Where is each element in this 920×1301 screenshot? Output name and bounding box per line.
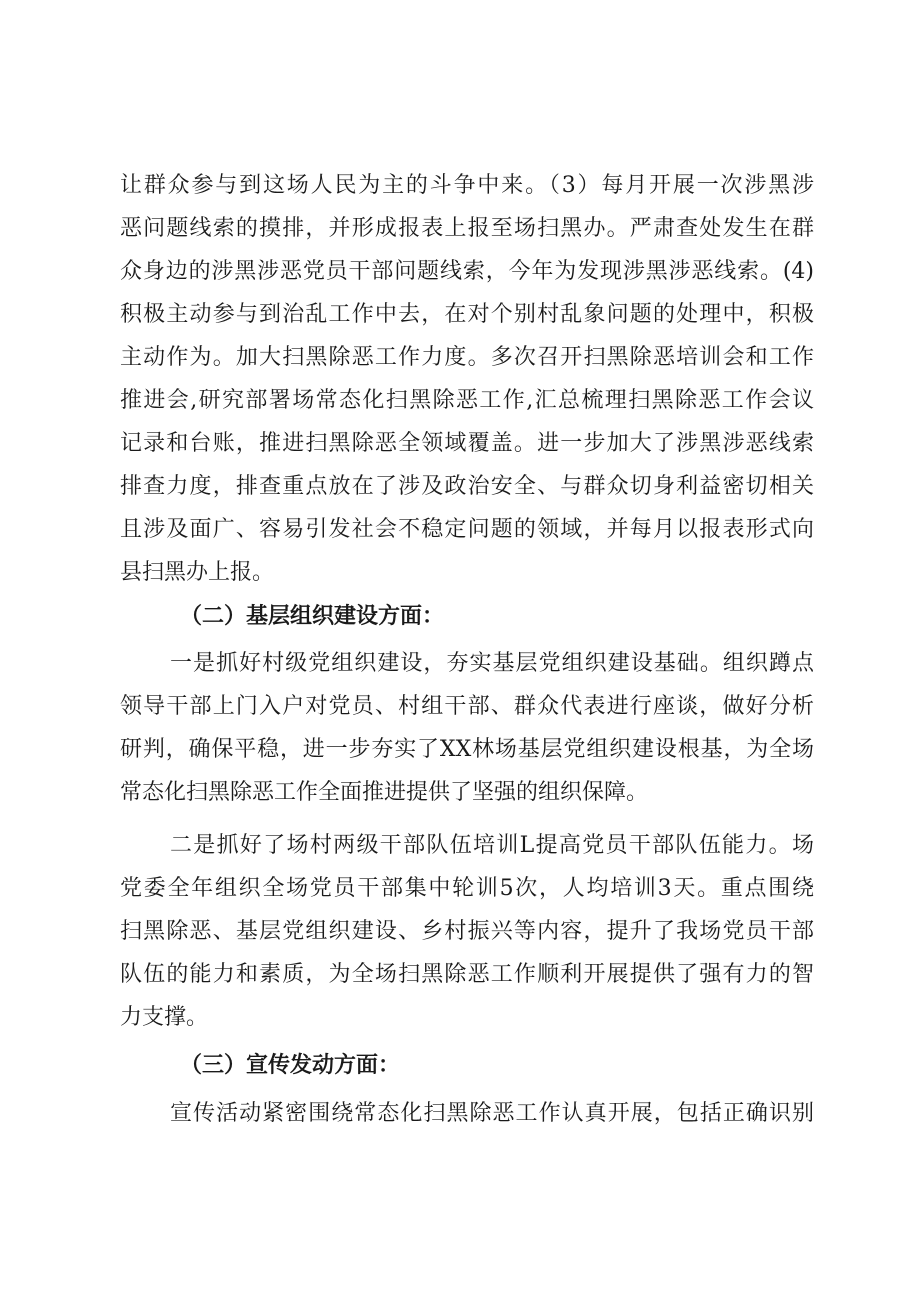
section-heading: （三）宣传发动方面： — [180, 1052, 401, 1078]
paragraph-line: 一是抓好村级党组织建设，夯实基层党组织建设基础。组织蹲点 — [170, 651, 814, 676]
paragraph-line: 众身边的涉黑涉恶党员干部问题线索，今年为发现涉黑涉恶线索。(4) — [120, 259, 814, 284]
paragraph-line: 党委全年组织全场党员干部集中轮训5次，人均培训3天。重点围绕 — [120, 876, 814, 901]
paragraph-line: 恶问题线索的摸排，并形成报表上报至场扫黑办。严肃查处发生在群 — [120, 216, 814, 241]
paragraph-line: 记录和台账，推进扫黑除恶全领域覆盖。进一步加大了涉黑涉恶线索 — [120, 431, 814, 456]
section-heading: （二）基层组织建设方面： — [180, 603, 445, 629]
paragraph-line: 队伍的能力和素质，为全场扫黑除恶工作顺利开展提供了强有力的智 — [120, 962, 814, 987]
paragraph-line: 且涉及面广、容易引发社会不稳定问题的领域，并每月以报表形式向 — [120, 517, 814, 542]
paragraph-line: 积极主动参与到治乱工作中去，在对个别村乱象问题的处理中，积极 — [120, 302, 814, 327]
paragraph-line: 常态化扫黑除恶工作全面推进提供了坚强的组织保障。 — [120, 780, 649, 805]
paragraph-line: 县扫黑办上报。 — [120, 560, 275, 585]
paragraph-line: 让群众参与到这场人民为主的斗争中来。（3）每月开展一次涉黑涉 — [120, 173, 814, 198]
paragraph-line: 主动作为。加大扫黑除恶工作力度。多次召开扫黑除恶培训会和工作 — [120, 345, 814, 370]
paragraph-line: 扫黑除恶、基层党组织建设、乡村振兴等内容，提升了我场党员干部 — [120, 919, 814, 944]
paragraph-line: 二是抓好了场村两级干部队伍培训L提高党员干部队伍能力。场 — [170, 833, 814, 858]
paragraph-line: 排查力度，排查重点放在了涉及政治安全、与群众切身利益密切相关 — [120, 474, 814, 499]
paragraph-line: 领导干部上门入户对党员、村组干部、群众代表进行座谈，做好分析 — [120, 694, 814, 719]
paragraph-line: 力支撑。 — [120, 1005, 209, 1030]
paragraph-line: 宣传活动紧密围绕常态化扫黑除恶工作认真开展，包括正确识别 — [170, 1101, 814, 1126]
paragraph-line: 研判，确保平稳，进一步夯实了XX林场基层党组织建设根基，为全场 — [120, 737, 814, 762]
paragraph-line: 推进会,研究部署场常态化扫黑除恶工作,汇总梳理扫黑除恶工作会议 — [120, 388, 814, 413]
